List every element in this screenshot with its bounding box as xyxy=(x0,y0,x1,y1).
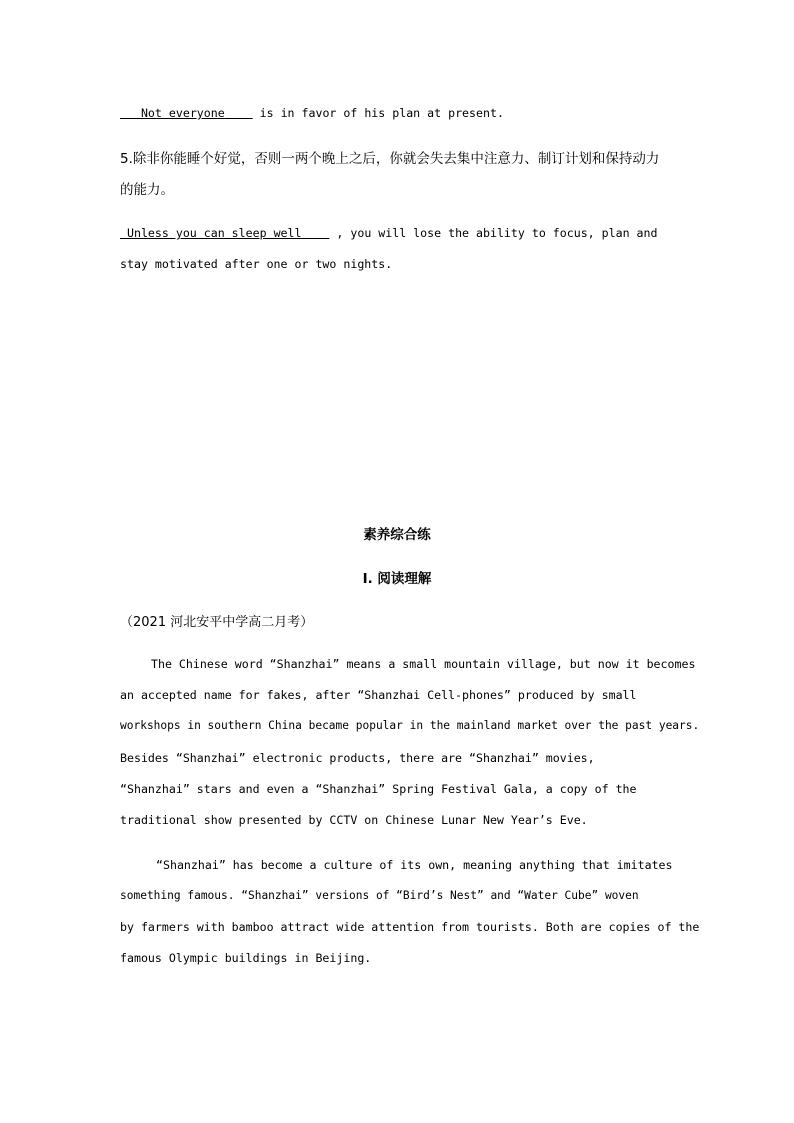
passage-p2-line-4: famous Olympic buildings in Beijing. xyxy=(120,951,372,965)
passage-p1-line-4: Besides “Shanzhai” electronic products, there are “Shanzhai” movies, xyxy=(120,751,595,765)
answer-text: , you will lose the ability to focus, plan and xyxy=(336,226,658,240)
passage-p1-line-3: workshops in southern China became popular in the mainland market over the past years. xyxy=(120,719,700,732)
passage-p1-line-6: traditional show presented by CCTV on Chinese Lunar New Year’s Eve. xyxy=(120,813,588,827)
passage-p2-line-2: something famous. “Shanzhai” versions of “Bird’s Nest” and “Water Cube” woven xyxy=(120,889,639,902)
passage-p1-line-5: “Shanzhai” stars and even a “Shanzhai” Spring Festival Gala, a copy of the xyxy=(120,782,637,796)
passage-p2-line-1: “Shanzhai” has become a culture of its own, meaning anything that imitates xyxy=(156,858,673,872)
answer-blank: Unless you can sleep well xyxy=(126,226,302,240)
question-5-line-1: 5.除非你能睡个好觉，否则一两个晚上之后，你就会失去集中注意力、制订计划和保持动力 xyxy=(120,151,660,167)
section-title: 素养综合练 xyxy=(363,527,431,543)
answer-line-4 xyxy=(120,106,504,120)
answer-text: is in favor of his plan at present. xyxy=(259,106,504,120)
question-5-line-2: 的能力。 xyxy=(120,182,174,198)
answer-5-line-2: stay motivated after one or two nights. xyxy=(120,257,393,271)
answer-blank: Not everyone xyxy=(140,106,225,120)
source-note: （2021 河北安平中学高二月考） xyxy=(120,615,314,630)
answer-5-line-1 xyxy=(120,226,658,240)
passage-p2-line-3: by farmers with bamboo attract wide attention from tourists. Both are copies of the xyxy=(120,920,700,934)
passage-p1-line-2: an accepted name for fakes, after “Shanzhai Cell-phones” produced by small xyxy=(120,688,637,702)
section-subtitle: Ⅰ. 阅读理解 xyxy=(362,571,432,587)
passage-p1-line-1: The Chinese word “Shanzhai” means a small mountain village, but now it becomes xyxy=(151,657,696,671)
